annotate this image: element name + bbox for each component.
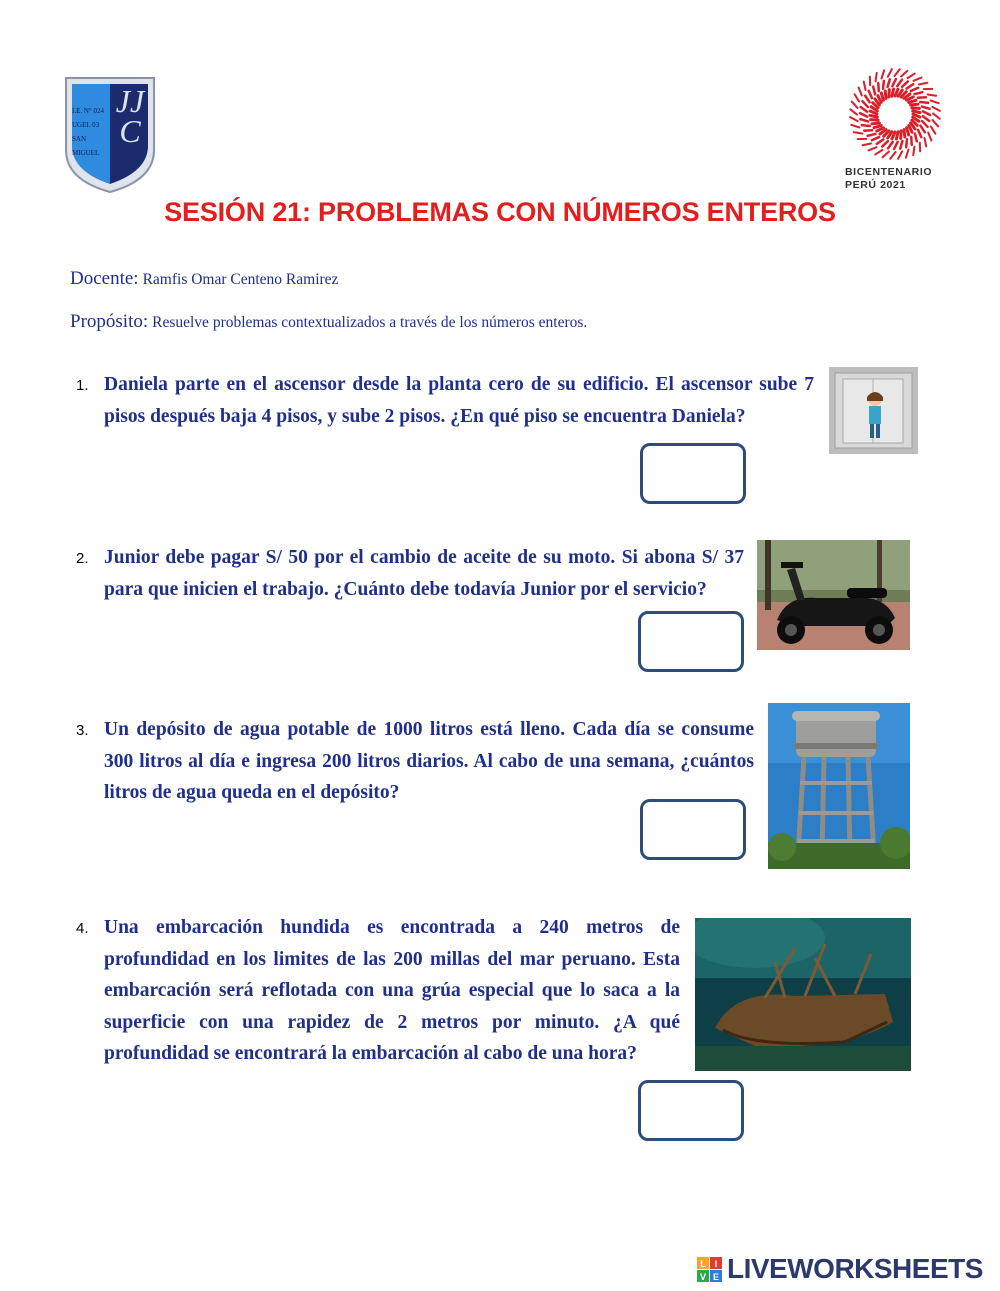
emblem-ray (933, 113, 940, 118)
emblem-ray (911, 104, 918, 105)
emblem-ray (861, 107, 867, 112)
docente-label: Docente: (70, 268, 139, 289)
emblem-ray (928, 95, 936, 96)
emblem-ray (885, 91, 886, 98)
emblem-ray (892, 89, 894, 96)
emblem-ray (875, 150, 882, 155)
emblem-ray (860, 113, 867, 117)
liveworksheets-logo[interactable] (697, 1253, 997, 1287)
liveworksheets-brand: LIVEWORKSHEETS (727, 1253, 983, 1284)
emblem-ray (902, 81, 908, 86)
emblem-ray (888, 79, 890, 87)
emblem-ray (877, 139, 884, 143)
shipwreck-image (695, 918, 911, 1071)
problem-number: 1. (76, 377, 89, 394)
emblem-ray (911, 88, 918, 91)
emblem-ray (852, 102, 858, 108)
answer-box-4[interactable] (638, 1080, 744, 1141)
emblem-ray (918, 130, 921, 137)
sun-emblem-icon (845, 62, 955, 167)
emblem-ray (869, 147, 877, 150)
emblem-ray (854, 132, 862, 133)
emblem-ray (881, 70, 884, 78)
problem-number: 3. (76, 722, 89, 739)
emblem-ray (915, 92, 923, 94)
bicentenario-line2: PERÚ 2021 (845, 179, 906, 191)
emblem-ray (933, 120, 939, 126)
emblem-ray (890, 152, 895, 159)
badge-letter: V (699, 1272, 707, 1282)
emblem-ray (915, 134, 917, 142)
badge-letter: L (700, 1259, 706, 1269)
emblem-ray (906, 139, 907, 147)
emblem-ray (923, 116, 929, 121)
emblem-ray (920, 102, 928, 103)
emblem-ray (922, 121, 927, 127)
docente-value: Ramfis Omar Centeno Ramirez (142, 271, 339, 288)
emblem-ray (873, 87, 875, 95)
emblem-ray (865, 96, 869, 103)
answer-box-2[interactable] (638, 611, 744, 672)
emblem-ray (868, 134, 876, 136)
crest-line: UGEL 03 (72, 121, 100, 129)
crest-line: MIGUEL (72, 149, 100, 157)
badge-letter: I (714, 1259, 718, 1269)
bicentenario-logo (845, 62, 955, 202)
scooter-image (757, 540, 910, 650)
emblem-ray (864, 82, 866, 90)
emblem-ray (920, 126, 924, 133)
emblem-ray (872, 123, 879, 124)
proposito-line (70, 311, 587, 333)
problem-number: 4. (76, 920, 89, 937)
emblem-ray (888, 69, 892, 77)
emblem-ray (870, 115, 877, 117)
emblem-ray (900, 141, 902, 149)
school-crest (62, 72, 158, 194)
emblem-ray (928, 133, 931, 141)
emblem-ray (914, 78, 922, 81)
problem-text: Junior debe pagar S/ 50 por el cambio de aceite de su moto. Si abona S/ 37 para que inicien el trabajo. ¿Cuánto debe todavía Junior por el servicio? (104, 547, 744, 600)
water-tower-image (768, 703, 910, 869)
emblem-ray (909, 100, 916, 102)
problem-text: Un depósito de agua potable de 1000 litros está lleno. Cada día se consume 300 litros al día e ingresa 200 litros diarios. Al cabo de una semana, ¿cuántos litros de agua queda en el depósito? (104, 719, 754, 803)
emblem-ray (897, 80, 902, 86)
emblem-ray (923, 111, 930, 115)
emblem-ray (906, 150, 909, 158)
emblem-ray (919, 83, 927, 85)
badge-letter: E (712, 1272, 720, 1282)
proposito-value: Resuelve problemas contextualizados a través de los números enteros. (152, 314, 588, 331)
emblem-ray (860, 119, 868, 121)
emblem-ray (922, 107, 930, 109)
emblem-ray (896, 132, 898, 139)
emblem-ray (876, 73, 877, 81)
emblem-ray (924, 138, 926, 146)
problem-text: Daniela parte en el ascensor desde la planta cero de su edificio. El ascensor sube 7 pisos después baja 4 pisos, y sube 2 pisos. ¿En qué piso se encuentra Daniela? (104, 374, 814, 427)
emblem-ray (881, 93, 883, 100)
emblem-ray (931, 126, 936, 133)
emblem-ray (874, 126, 881, 128)
emblem-ray (882, 141, 888, 146)
emblem-ray (883, 81, 884, 89)
emblem-ray (901, 71, 907, 77)
problem-number: 2. (76, 550, 89, 567)
emblem-ray (913, 147, 914, 155)
answer-box-1[interactable] (640, 443, 746, 504)
docente-line (70, 268, 338, 290)
emblem-ray (894, 142, 898, 149)
emblem-ray (862, 125, 870, 126)
emblem-ray (892, 79, 896, 86)
emblem-ray (850, 109, 857, 114)
emblem-ray (859, 88, 862, 96)
crest-line: I.E. N° 024 (72, 107, 104, 115)
elevator-girl-image (829, 367, 918, 454)
liveworksheets-badge-icon (697, 1257, 723, 1285)
bicentenario-line1: BICENTENARIO (845, 166, 933, 178)
page-title: SESIÓN 21: PROBLEMAS CON NÚMEROS ENTEROS (164, 197, 836, 227)
proposito-label: Propósito: (70, 311, 149, 332)
emblem-ray (907, 84, 914, 88)
crest-line: SAN (72, 135, 87, 143)
emblem-ray (898, 151, 902, 159)
emblem-ray (913, 111, 920, 113)
emblem-ray (863, 143, 871, 145)
emblem-ray (894, 69, 899, 76)
emblem-ray (862, 101, 867, 107)
emblem-ray (872, 137, 879, 140)
crest-monogram: JJC (115, 83, 145, 149)
emblem-ray (888, 142, 893, 148)
problem-text: Una embarcación hundida es encontrada a 240 metros de profundidad en los limites de las 200 millas del mar peruano. Esta embarcación será reflotada con una grúa especial que lo saca a la superficie con una rapidez de 2 metros por minuto. ¿A qué profundidad se encontrará la embarcación al cabo de una hora? (104, 917, 680, 1064)
emblem-ray (931, 100, 939, 103)
emblem-ray (855, 94, 860, 101)
emblem-ray (907, 74, 914, 79)
emblem-ray (932, 107, 940, 111)
emblem-ray (883, 152, 889, 158)
emblem-ray (851, 125, 859, 128)
emblem-ray (904, 130, 905, 137)
emblem-ray (907, 128, 909, 135)
emblem-ray (850, 117, 858, 121)
emblem-ray (869, 91, 872, 98)
answer-box-3[interactable] (640, 799, 746, 860)
